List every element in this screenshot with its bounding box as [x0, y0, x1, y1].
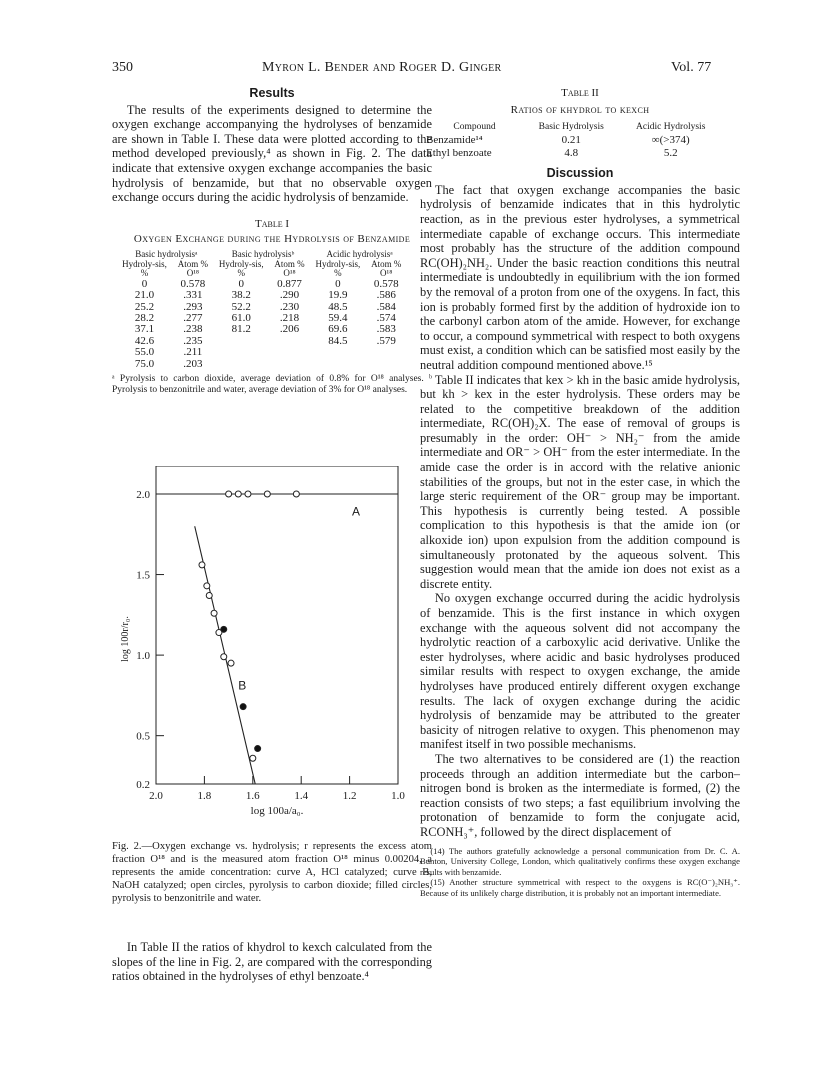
discussion-paragraph-3: No oxygen exchange occurred during the acidic hydrolysis of benzamide. This is the first instance in which oxygen exchange with the aqueous solvent did not accompany the hydrolytic reaction of a carboxylic acid derivative. Unlike the ester hydrolyses, where acidic and basic hydrolyses produced similar results with respect to oxygen exchange, the amide hydrolyses have produced entirely different oxygen exchange results. The lack of oxygen exchange during the acidic hydrolysis of benzamide may be attributed to the greater basicity of nitrogen relative to oxygen. This phenomenon may manifest itself in two possible mechanisms. — [420, 591, 740, 752]
table1-cell: 0 — [141, 277, 148, 290]
table1-cell — [311, 347, 364, 358]
table2-title: Ratios of khydrol to kexch — [510, 103, 650, 116]
table1-cell: 75.0 — [134, 357, 155, 370]
figure-2-caption: Fig. 2.—Oxygen exchange vs. hydrolysis; r represents the excess atom fraction O¹⁸ and is the measured atom fraction O¹⁸ minus 0.00204, a represents the amide concentration: curve A, HCl catalyzed; curve B, NaOH catalyzed; open circles, pyrolysis to carbon dioxide; filled circles, pyrolysis to benzonitrile and water. — [112, 841, 432, 904]
table1-col-header: Atom % O¹⁸ — [371, 258, 402, 279]
open-point — [221, 654, 227, 660]
table2-header: Acidic Hydrolysis — [636, 122, 706, 133]
y-tick-label: 2.0 — [136, 489, 150, 501]
table1-cell: .331 — [183, 289, 203, 302]
table2-cell: Benzamide¹⁴ — [426, 134, 483, 147]
table2-cell: 0.21 — [561, 134, 581, 147]
table2-cell: 5.2 — [663, 147, 678, 160]
bottom-left-paragraph: In Table II the ratios of khydrol to kexch calculated from the slopes of the line in Fig. 2, are compared with the corresponding ratios obtained in the hydrolyses of ethyl benzoate.⁴ — [112, 940, 432, 984]
table1 — [118, 250, 408, 370]
results-paragraph: The results of the experiments designed to determine the oxygen exchange accompanying the hydrolyses of benzamide are shown in Table I. These data were plotted according to the method developed previously,⁴ as shown in Fig. 2. The data indicate that extensive oxygen exchange accompanies the basic hydrolysis of benzamide, but that no observable oxygen exchange occurs during the acidic hydrolysis of benzamide. — [112, 102, 432, 205]
filled-point — [221, 626, 227, 632]
table1-row — [118, 313, 408, 324]
x-tick-label: 1.4 — [294, 790, 309, 802]
table1-cell: 55.0 — [134, 346, 155, 359]
open-point — [204, 583, 210, 589]
discussion-paragraph-1: The fact that oxygen exchange accompanies the basic hydrolysis of benzamide indicates that in this hydrolytic reaction, as in the previous ester hydrolyses, a symmetrical intermediate capable of exchange occurs. This intermediate most probably has the structure of the addition compound RC(OH)₂NH₂. Under the basic reaction conditions this neutral intermediate is undoubtedly in equilibrium with the ion formed by the removal of a proton from one of the oxygens. In fact, this ion is probably formed first by the addition of hydroxide ion to the carbonyl carbon atom of the amide. However, for exchange to occur, a compound symmetrical with respect to both oxygens must exist, a condition which can be satisfied most easily by the neutral addition compound mentioned above.¹⁵ — [420, 182, 740, 372]
footnote-14: (14) The authors gratefully acknowledge a personal communication from Dr. C. A. Bunton, University College, London, which qualitatively confirms these oxygen exchange results with benzamide. — [420, 845, 740, 877]
table1-body — [118, 279, 408, 370]
table2-cell: 4.8 — [564, 147, 579, 160]
table1-cell: 37.1 — [134, 323, 155, 336]
x-tick-label: 1.8 — [197, 790, 212, 802]
discussion-heading: Discussion — [546, 166, 614, 181]
table1-cell: .203 — [183, 357, 203, 370]
table1-cell: .579 — [376, 334, 396, 347]
filled-point — [255, 746, 261, 752]
table2-header: Basic Hydrolysis — [538, 122, 604, 133]
figure-2 — [112, 466, 432, 836]
table1-cell: .235 — [183, 334, 203, 347]
x-tick-label: 1.2 — [342, 790, 357, 802]
open-point — [264, 491, 270, 497]
table1-row — [118, 336, 408, 347]
right-column — [420, 86, 740, 898]
table1-cell — [364, 347, 408, 358]
curve-label: A — [352, 504, 361, 519]
table1-cell: 0 — [335, 277, 341, 290]
open-point — [226, 491, 232, 497]
table1-cell — [215, 359, 268, 370]
figure-2-chart — [112, 466, 432, 836]
running-title: Myron L. Bender and Roger D. Ginger — [262, 60, 502, 75]
table1-col-header: Hydroly-sis, % — [218, 258, 264, 279]
table1-cell: .206 — [279, 323, 300, 336]
table1-cell: 59.4 — [328, 312, 348, 325]
table1-row — [118, 324, 408, 335]
table2-row — [426, 134, 722, 147]
table2-cell: ∞(>374) — [651, 134, 690, 147]
y-axis-label: log 100r/r₀. — [120, 616, 131, 662]
open-point — [250, 755, 256, 761]
table1-cell: 25.2 — [134, 300, 155, 313]
table1-col-header: Atom % O¹⁸ — [177, 258, 208, 279]
table1-row — [118, 347, 408, 358]
table1-cell: 69.6 — [328, 323, 348, 336]
table1-cell: 21.0 — [134, 289, 155, 302]
table1-cell: .230 — [279, 300, 300, 313]
table1-cell — [364, 359, 408, 370]
table1-col-header: Hydroly-sis, % — [122, 258, 167, 279]
table1-cell: 28.2 — [134, 312, 155, 325]
table2-row — [426, 147, 722, 160]
table1-footnote: ᵃ Pyrolysis to carbon dioxide, average deviation of 0.8% for O¹⁸ analyses. ᵇ Pyrolysis to benzonitrile and water, average deviation of 3% for O¹⁸ analyses. — [112, 374, 432, 396]
table1-cell: 0 — [238, 277, 244, 290]
table1-cell — [215, 336, 268, 347]
table1-row — [118, 302, 408, 313]
open-point — [206, 593, 212, 599]
table1-group-header: Basic hydrolysisᵇ — [231, 249, 295, 260]
table1-group-header: Acidic hydrolysisᵃ — [326, 249, 393, 260]
table1-cell: .211 — [183, 346, 203, 359]
table1-row — [118, 290, 408, 301]
table1-cell: 81.2 — [231, 323, 251, 336]
y-tick-label: 0.2 — [136, 779, 150, 791]
table1-cell: .586 — [376, 289, 396, 302]
open-point — [211, 610, 217, 616]
table1-label: Table I — [254, 217, 290, 230]
open-point — [199, 562, 205, 568]
x-tick-label: 2.0 — [149, 790, 163, 802]
curve-label: B — [238, 678, 247, 693]
table1-cell: 0.578 — [180, 277, 206, 290]
table2-cell: Ethyl benzoate — [426, 147, 492, 160]
table1-cell: .277 — [183, 312, 203, 325]
table2-label: Table II — [561, 87, 599, 99]
open-point — [245, 491, 251, 497]
table1-cell — [311, 359, 364, 370]
table1-cell — [268, 347, 312, 358]
y-tick-label: 1.0 — [136, 650, 150, 663]
bottom-left-paragraph-wrap — [112, 940, 432, 984]
table1-cell: .574 — [376, 312, 396, 325]
x-tick-label: 1.6 — [245, 790, 260, 802]
table1-cell: .584 — [376, 300, 396, 313]
table1-row — [118, 359, 408, 370]
discussion-paragraph-2: Table II indicates that kex > kh in the basic amide hydrolysis, but kh > kex in the ester hydrolysis. These orders may be related to the competitive breakdown of the addition intermediate, RC(OH)₂X. The ease of removal of groups is presumably in the order: OH⁻ > NH₂⁻ from the amide intermediate and OR⁻ > OH⁻ from the ester intermediate. In the amide case the order is in accord with the relative anionic stabilities of the groups, but not in the ester case, in which the large steric requirement of the OR⁻ group may be important. This hypothesis is currently being tested. A possible complication to this hypothesis is that the amide ion (or alkoxide ion) upon expulsion from the addition compound is simultaneously protonated by the aqueous solvent. This suggestion would mean that the amide ion does not exist as a discrete entity. — [420, 372, 740, 591]
table1-cell: 61.0 — [231, 312, 251, 325]
table1-cell — [215, 347, 268, 358]
table1-cell: .583 — [376, 323, 396, 336]
table2-header: Compound — [453, 122, 496, 133]
table1-cell: 0.578 — [373, 277, 399, 290]
table1-cell: 52.2 — [231, 300, 251, 313]
y-tick-label: 0.5 — [136, 730, 150, 743]
filled-point — [240, 704, 246, 710]
plot-frame — [156, 466, 398, 784]
table2 — [426, 121, 722, 160]
open-point — [293, 491, 299, 497]
table1-cell: 0.877 — [277, 277, 302, 290]
volume-label: Vol. 77 — [671, 60, 712, 75]
open-point — [235, 491, 241, 497]
table1-cell: 42.6 — [134, 334, 155, 347]
table1-cell: 38.2 — [231, 289, 251, 302]
table1-cell: .293 — [183, 300, 203, 313]
discussion-paragraph-4: The two alternatives to be considered are (1) the reaction proceeds through an addition intermediate but the carbon–nitrogen bond is broken as the intermediate is formed, (2) the reaction consists of two steps; a fast equilibrium involving the protonation of benzamide to form the conjugate acid, RCONH₃⁺, followed by the direct displacement of — [420, 751, 740, 839]
y-tick-label: 1.5 — [136, 569, 150, 582]
table1-cell: 19.9 — [328, 289, 348, 302]
left-column — [112, 86, 432, 396]
table1-col-header: Atom % O¹⁸ — [274, 258, 305, 279]
results-heading: Results — [249, 86, 295, 100]
table1-row — [118, 279, 408, 290]
footnote-15: (15) Another structure symmetrical with respect to the oxygens is RC(O⁻)₂NH₃⁺. Because of its unlikely charge distribution, it is probably not an important intermediate. — [420, 877, 740, 898]
table1-title: Oxygen Exchange during the Hydrolysis of Benzamide — [133, 233, 411, 246]
x-axis-label: log 100a/a₀. — [250, 805, 304, 817]
table1-cell — [268, 336, 312, 347]
table1-cell: .238 — [183, 323, 203, 336]
table1-cell: .218 — [279, 312, 300, 325]
table1-cell: 48.5 — [328, 300, 348, 313]
page-number: 350 — [112, 60, 133, 75]
table1-col-header: Hydroly-sis, % — [315, 258, 361, 279]
table1-group-header: Basic hydrolysisᵃ — [135, 249, 198, 260]
x-tick-label: 1.0 — [391, 790, 405, 802]
open-point — [228, 660, 234, 666]
table1-cell: 84.5 — [328, 334, 348, 347]
table1-cell: .290 — [279, 289, 300, 302]
table1-cell — [268, 359, 312, 370]
